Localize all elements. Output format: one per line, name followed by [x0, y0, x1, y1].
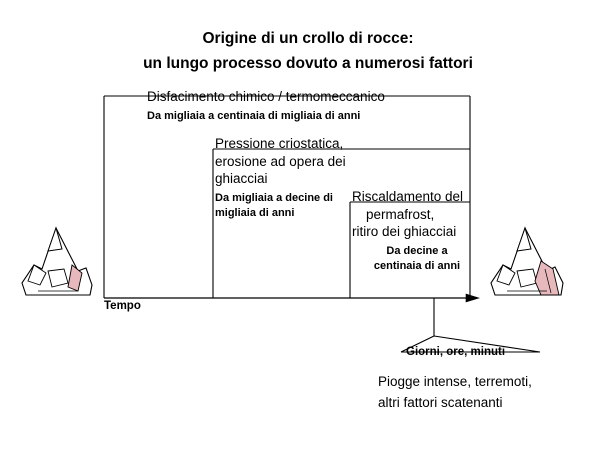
block-2-heading-line-1: Pressione criostatica,	[215, 136, 344, 151]
page-title-line-1: Origine di un crollo di rocce:	[202, 30, 414, 47]
process-block-2	[215, 135, 355, 221]
block-3-duration-line-1: Da decine a	[386, 244, 448, 257]
block-3-heading-line-1: Riscaldamento del	[352, 189, 464, 204]
trigger-factors	[378, 371, 532, 413]
page-title-line-2: un lungo processo dovuto a numerosi fattori	[143, 55, 473, 72]
block-1-duration: Da migliaia a centinaia di migliaia di anni	[147, 109, 361, 122]
trigger-factors-line-1: Piogge intense, terremoti,	[378, 374, 532, 389]
mountain-right-icon	[485, 225, 573, 305]
block-3-heading-line-3: ritiro dei ghiacciai	[352, 224, 457, 239]
process-block-3	[352, 188, 482, 274]
mountain-left-icon	[18, 225, 98, 303]
block-1-heading: Disfacimento chimico / termomeccanico	[147, 89, 385, 104]
block-3-duration-line-2: centinaia di anni	[373, 259, 461, 272]
time-axis-label: Tempo	[104, 300, 141, 312]
process-block-1	[147, 88, 447, 124]
bottom-scale-label: Giorni, ore, minuti	[406, 346, 506, 358]
block-2-heading-line-3: ghiacciai	[215, 171, 268, 186]
mountain-peak-left	[18, 225, 98, 308]
trigger-factors-line-2: altri fattori scatenanti	[378, 395, 503, 410]
time-axis-arrowhead	[466, 294, 479, 302]
block-3-heading-line-2: permafrost,	[366, 206, 435, 222]
mountain-peak-right	[485, 225, 573, 310]
block-2-duration-line-2: migliaia di anni	[215, 206, 295, 219]
block-2-heading-line-2: erosione ad opera dei	[215, 153, 346, 169]
block-2-duration-line-1: Da migliaia a decine di	[215, 191, 333, 204]
